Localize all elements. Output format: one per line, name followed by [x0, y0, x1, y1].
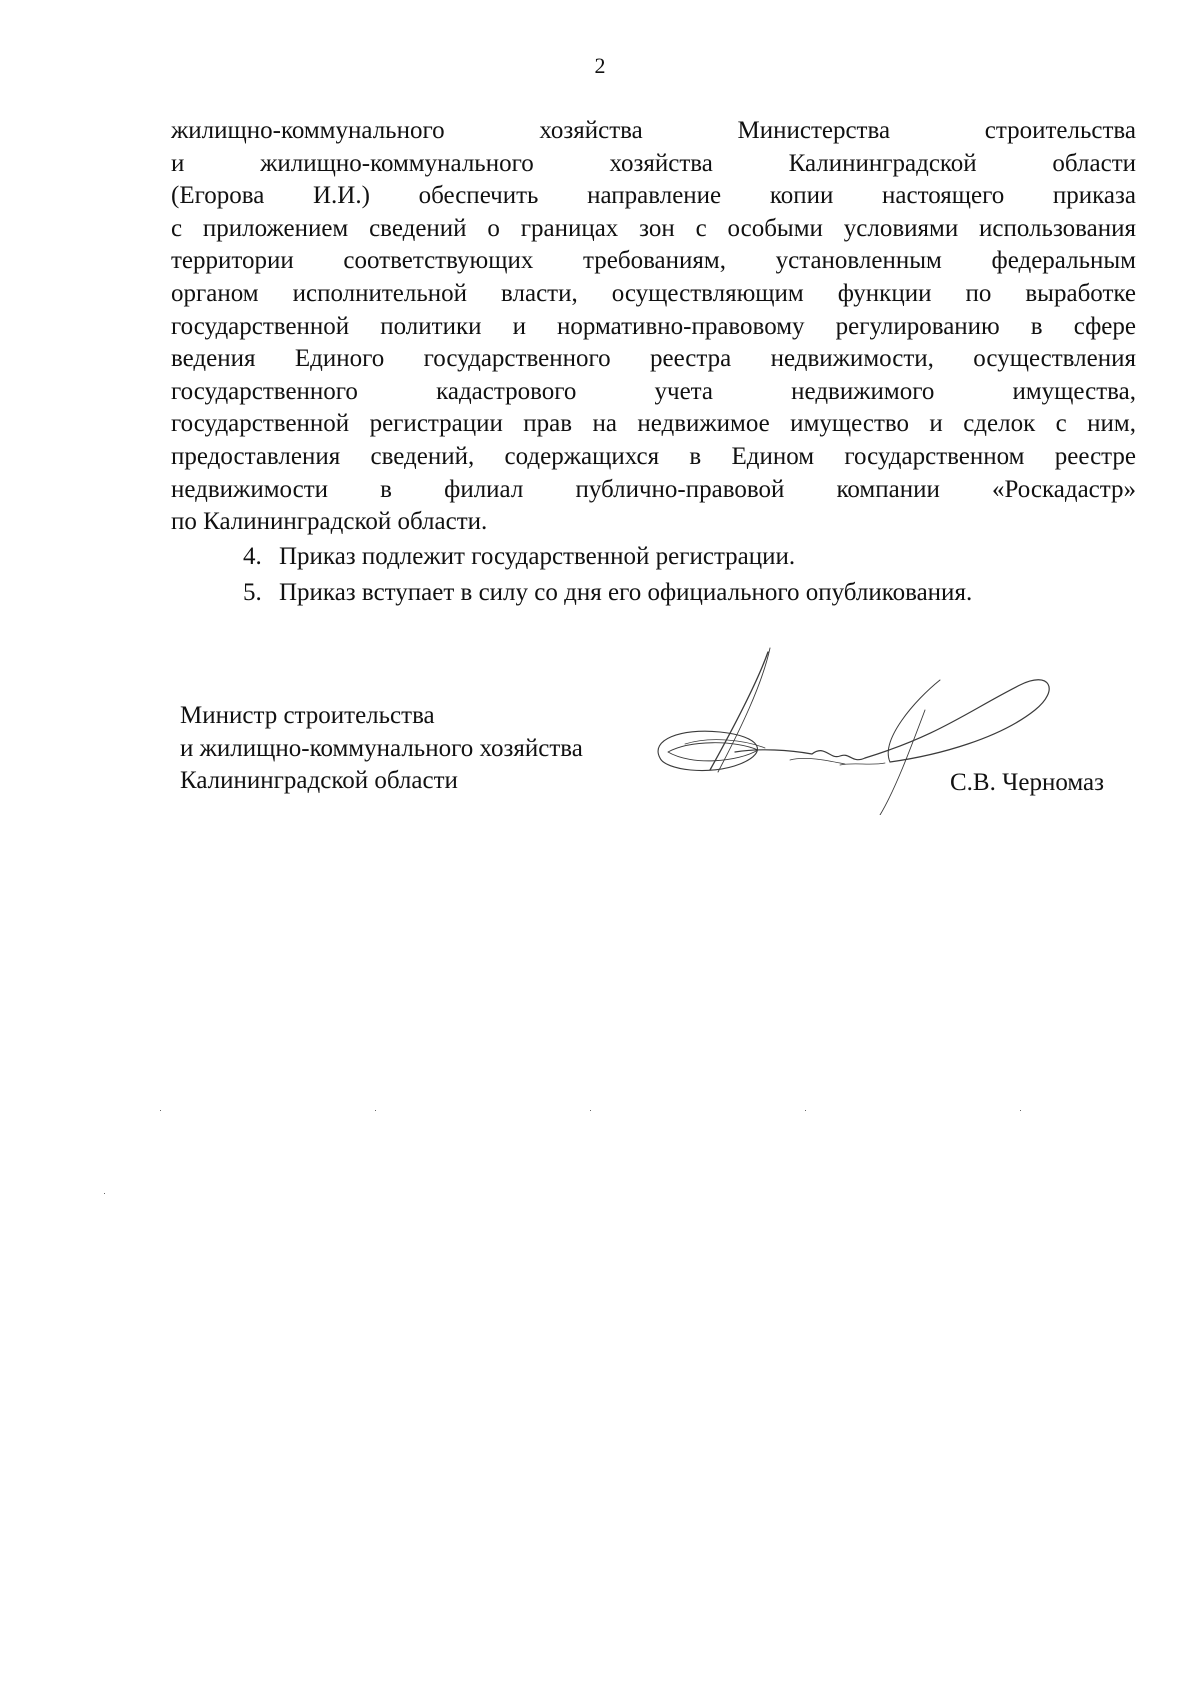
body-line: с приложением сведений о границах зон с особыми условиями использования [171, 214, 1136, 242]
signer-title-line: и жилищно-коммунального хозяйства [180, 734, 583, 762]
list-item-text: Приказ подлежит государственной регистрации. [279, 542, 796, 570]
list-item-text: Приказ вступает в силу со дня его официального опубликования. [279, 578, 973, 606]
scan-artifacts [0, 1100, 1200, 1200]
body-line-last: по Калининградской области. [171, 508, 488, 536]
signer-title [180, 700, 583, 798]
body-text [171, 115, 1136, 611]
body-line: органом исполнительной власти, осуществляющим функции по выработке [171, 279, 1136, 307]
page-number: 2 [594, 53, 606, 78]
list-item-number: 5. [243, 578, 262, 606]
body-line: территории соответствующих требованиям, установленным федеральным [171, 247, 1136, 275]
body-line: государственного кадастрового учета недвижимого имущества, [171, 377, 1136, 405]
signer-title-line: Калининградской области [180, 767, 458, 794]
list-item-5 [171, 575, 1136, 611]
signer-title-line: Министр строительства [180, 702, 435, 729]
signer-name: С.В. Черномаз [950, 769, 1104, 796]
list-item-number: 4. [243, 542, 262, 570]
body-line: государственной политики и нормативно-правовому регулированию в сфере [171, 312, 1136, 340]
body-line: и жилищно-коммунального хозяйства Калининградской области [171, 149, 1136, 177]
body-line: (Егорова И.И.) обеспечить направление копии настоящего приказа [171, 182, 1136, 210]
body-line: предоставления сведений, содержащихся в Едином государственном реестре [171, 442, 1136, 470]
body-line: ведения Единого государственного реестра недвижимости, осуществления [171, 345, 1136, 373]
body-line: государственной регистрации прав на недвижимое имущество и сделок с ним, [171, 410, 1136, 438]
body-line: недвижимости в филиал публично-правовой компании «Роскадастр» [171, 475, 1136, 503]
body-line: жилищно-коммунального хозяйства Министерства строительства [171, 117, 1136, 144]
list-item-4 [171, 539, 1136, 575]
